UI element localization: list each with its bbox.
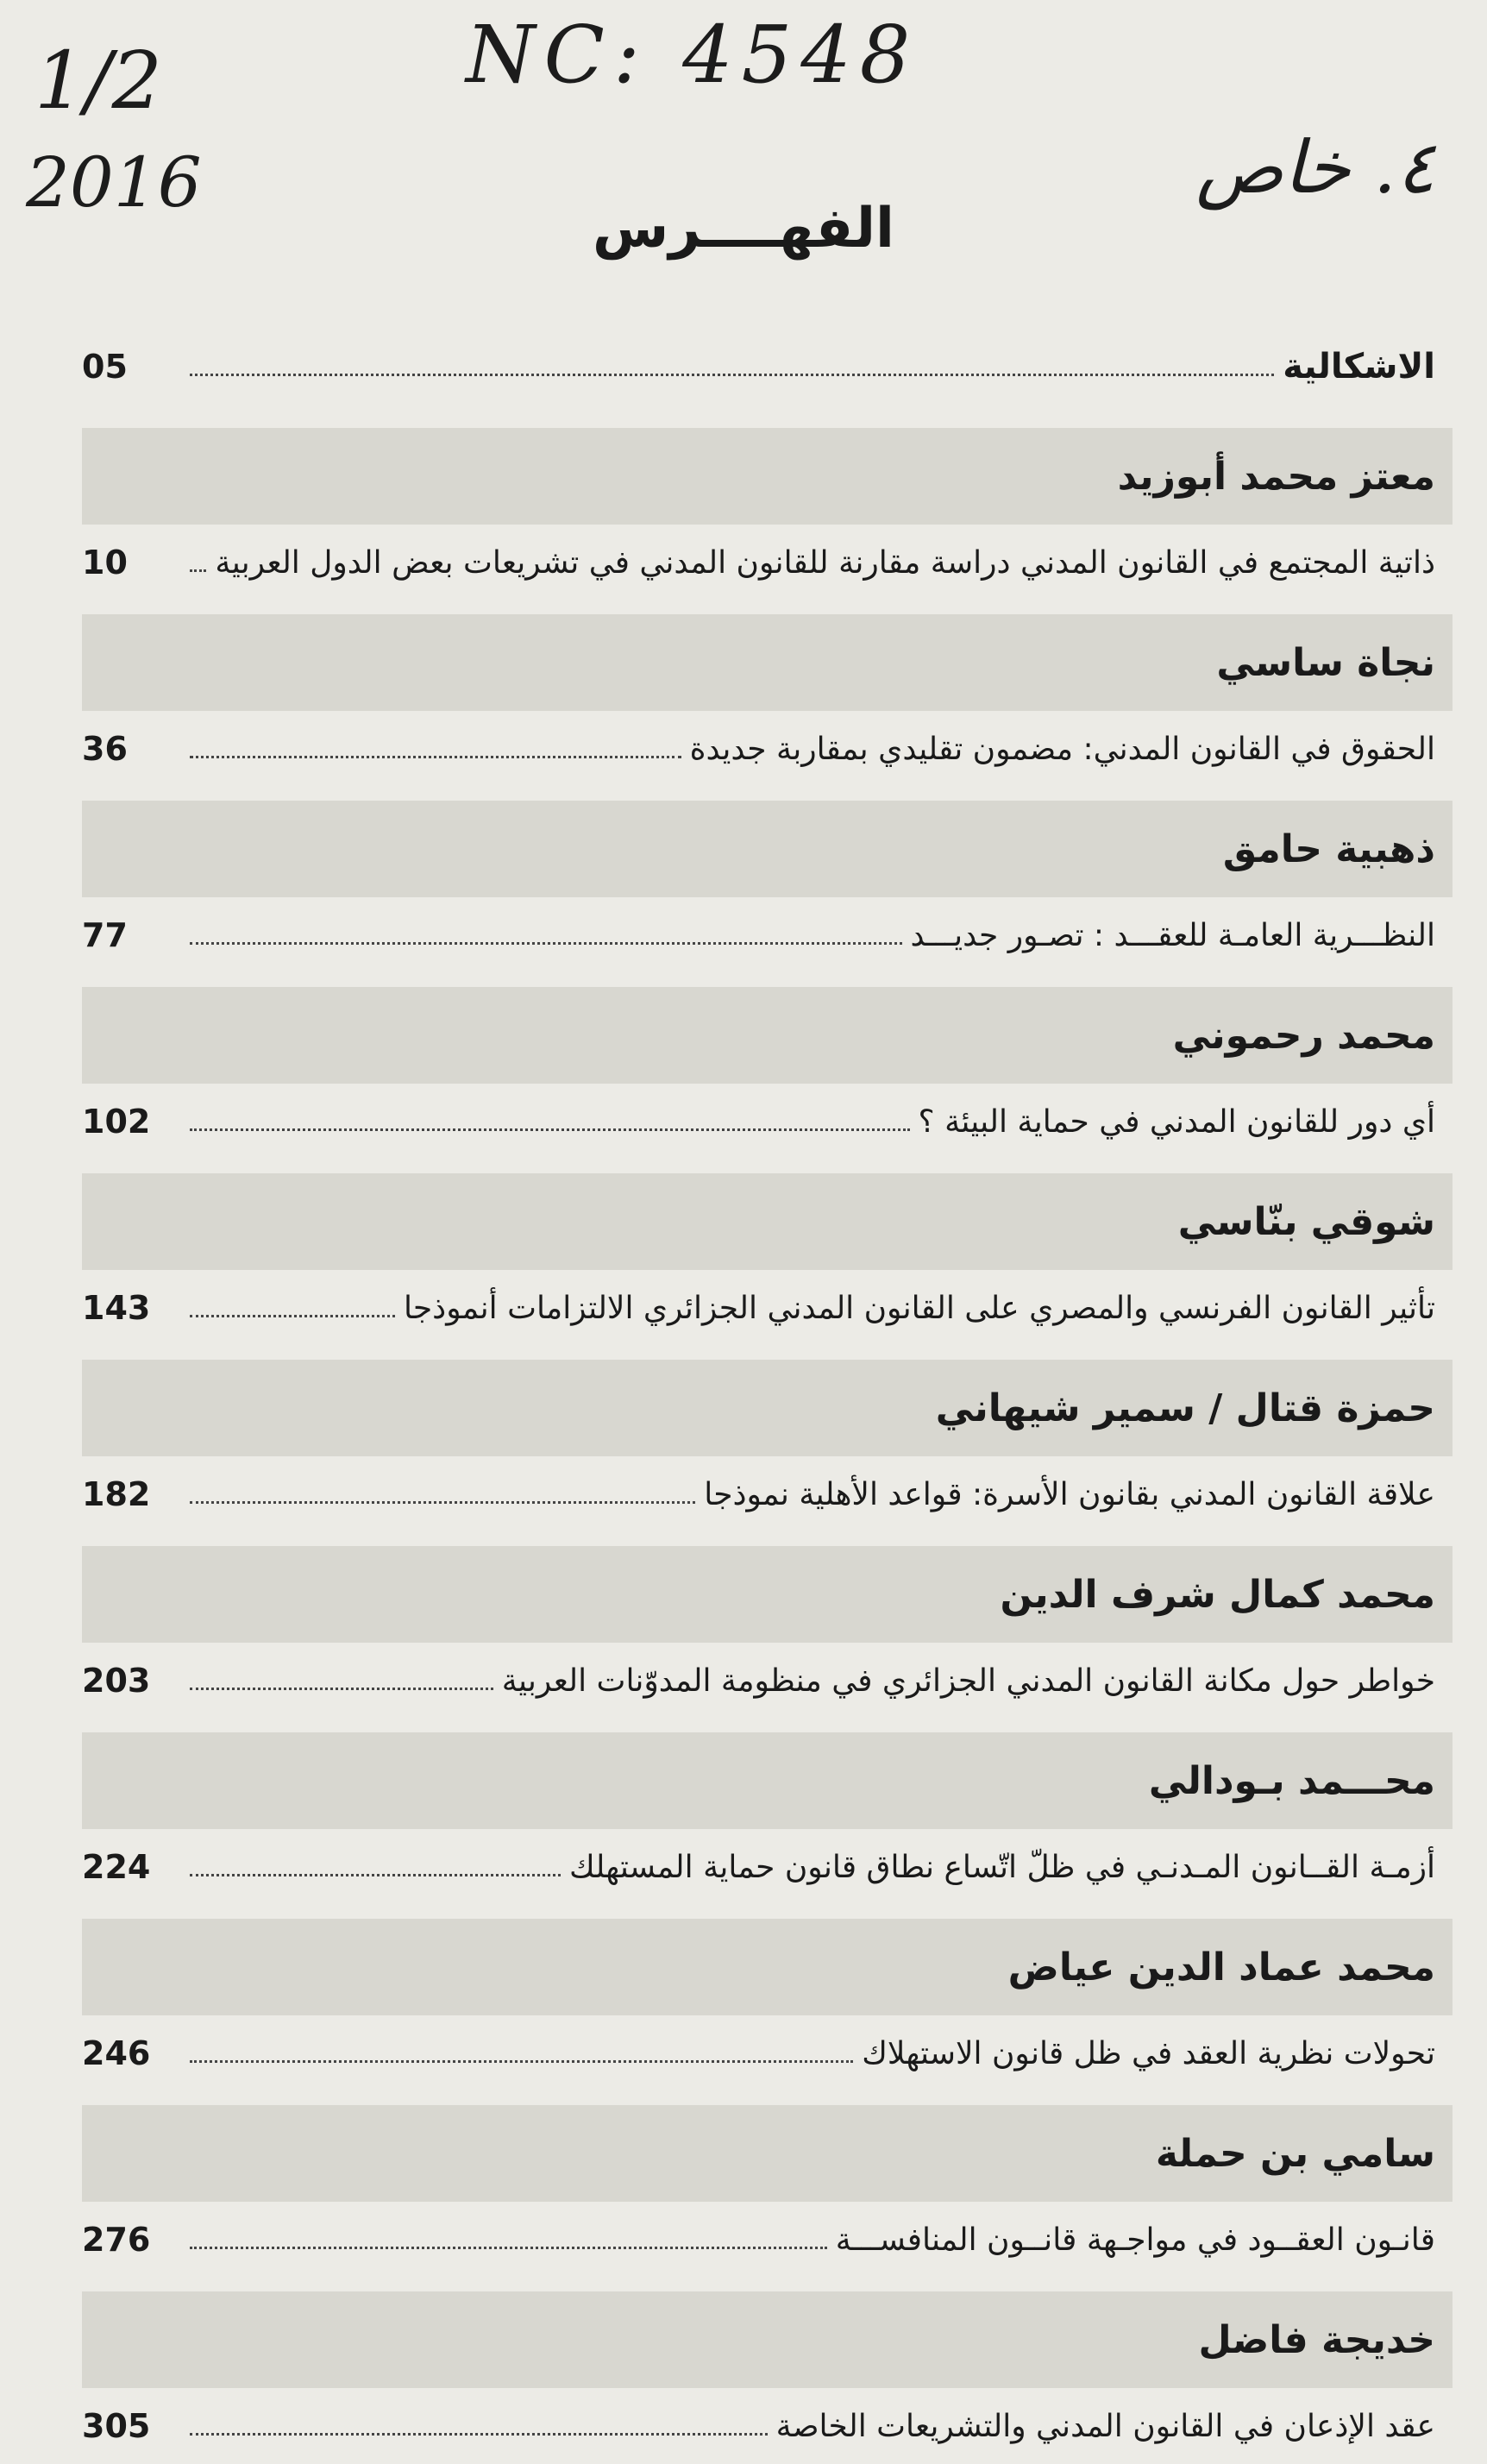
author-band <box>82 801 1452 897</box>
entry-title: الحقوق في القانون المدني: مضمون تقليدي بمقاربة جديدة <box>689 731 1435 767</box>
author-name: ذهبية حامق <box>1222 827 1435 871</box>
toc-entry <box>82 2202 1435 2278</box>
author-name: معتز محمد أبوزيد <box>1117 454 1435 499</box>
handwritten-year: 2016 <box>26 142 202 223</box>
author-band <box>82 2291 1452 2388</box>
entry-page-number: 276 <box>82 2221 151 2259</box>
dot-leader <box>190 1315 395 1317</box>
author-band <box>82 1546 1452 1643</box>
author-band <box>82 1360 1452 1456</box>
entry-page-number: 143 <box>82 1289 151 1327</box>
author-name: شوقي بنّاسي <box>1177 1199 1435 1244</box>
entry-page-number: 10 <box>82 544 128 581</box>
author-name: محمد رحموني <box>1172 1013 1435 1058</box>
dot-leader <box>190 374 1274 376</box>
toc-entry <box>82 525 1435 600</box>
dot-leader <box>190 756 681 758</box>
handwritten-fraction: 1/2 <box>35 35 163 127</box>
table-of-contents <box>82 319 1435 2464</box>
author-name: سامي بن حملة <box>1155 2131 1435 2176</box>
entry-page-number: 77 <box>82 916 128 954</box>
toc-entry <box>82 1270 1435 1346</box>
page-title: الفهــــرس <box>593 197 894 261</box>
author-name: محمد عماد الدين عياض <box>1007 1945 1435 1989</box>
author-band <box>82 1919 1452 2015</box>
toc-entry <box>82 1084 1435 1160</box>
dot-leader <box>190 1128 910 1131</box>
entry-title: خواطر حول مكانة القانون المدني الجزائري في منظومة المدوّنات العربية <box>501 1663 1435 1699</box>
author-name: محمد كمال شرف الدين <box>1000 1572 1435 1617</box>
entry-title: أزمـة القــانون المـدنـي في ظلّ اتّساع نطاق قانون حماية المستهلك <box>569 1849 1435 1885</box>
author-name: حمزة قتال / سمير شيهاني <box>935 1386 1435 1430</box>
entry-title: تأثير القانون الفرنسي والمصري على القانون المدني الجزائري الالتزامات أنموذجا <box>403 1290 1435 1326</box>
toc-entry <box>82 1829 1435 1905</box>
dot-leader <box>190 2060 853 2063</box>
entry-title: علاقة القانون المدني بقانون الأسرة: قواعد الأهلية نموذجا <box>704 1476 1435 1512</box>
entry-title: أي دور للقانون المدني في حماية البيئة ؟ <box>918 1103 1435 1140</box>
toc-intro-row <box>82 319 1435 414</box>
author-band <box>82 1732 1452 1829</box>
entry-page-number: 224 <box>82 1848 151 1886</box>
dot-leader <box>190 1501 695 1504</box>
author-name: خديجة فاضل <box>1198 2317 1435 2362</box>
entry-title: ذاتية المجتمع في القانون المدني دراسة مقارنة للقانون المدني في تشريعات بعض الدول العربية <box>215 544 1435 581</box>
dot-leader <box>190 1688 493 1690</box>
author-band <box>82 987 1452 1084</box>
entry-page-number: 203 <box>82 1662 151 1700</box>
toc-entry <box>82 897 1435 973</box>
toc-sections <box>82 428 1435 2464</box>
entry-title: عقد الإذعان في القانون المدني والتشريعات الخاصة <box>775 2408 1435 2444</box>
toc-entry <box>82 2015 1435 2091</box>
entry-page-number: 246 <box>82 2034 151 2072</box>
author-name: محـــمد بـودالي <box>1148 1758 1435 1803</box>
intro-page-number: 05 <box>82 348 128 386</box>
handwritten-call-number: NC: 4548 <box>466 9 919 101</box>
entry-title: تحولات نظرية العقد في ظل قانون الاستهلاك <box>862 2035 1435 2071</box>
intro-label: الاشكالية <box>1283 347 1435 387</box>
author-name: نجاة ساسي <box>1216 640 1435 685</box>
dot-leader <box>190 2433 768 2436</box>
entry-page-number: 36 <box>82 730 128 768</box>
toc-entry <box>82 2388 1435 2464</box>
entry-page-number: 102 <box>82 1103 151 1141</box>
toc-entry <box>82 711 1435 787</box>
entry-page-number: 305 <box>82 2407 151 2445</box>
handwritten-note: ٤. خاص <box>1195 125 1435 210</box>
entry-title: قانـون العقــود في مواجـهة قانــون المنافســـة <box>835 2222 1435 2258</box>
author-band <box>82 1173 1452 1270</box>
author-band <box>82 2105 1452 2202</box>
dot-leader <box>190 942 902 945</box>
toc-entry <box>82 1456 1435 1532</box>
entry-page-number: 182 <box>82 1475 151 1513</box>
author-band <box>82 614 1452 711</box>
entry-title: النظـــرية العامـة للعقـــد : تصـور جديـــد <box>910 917 1435 953</box>
dot-leader <box>190 569 206 572</box>
author-band <box>82 428 1452 525</box>
toc-entry <box>82 1643 1435 1719</box>
dot-leader <box>190 2247 827 2249</box>
dot-leader <box>190 1874 561 1876</box>
